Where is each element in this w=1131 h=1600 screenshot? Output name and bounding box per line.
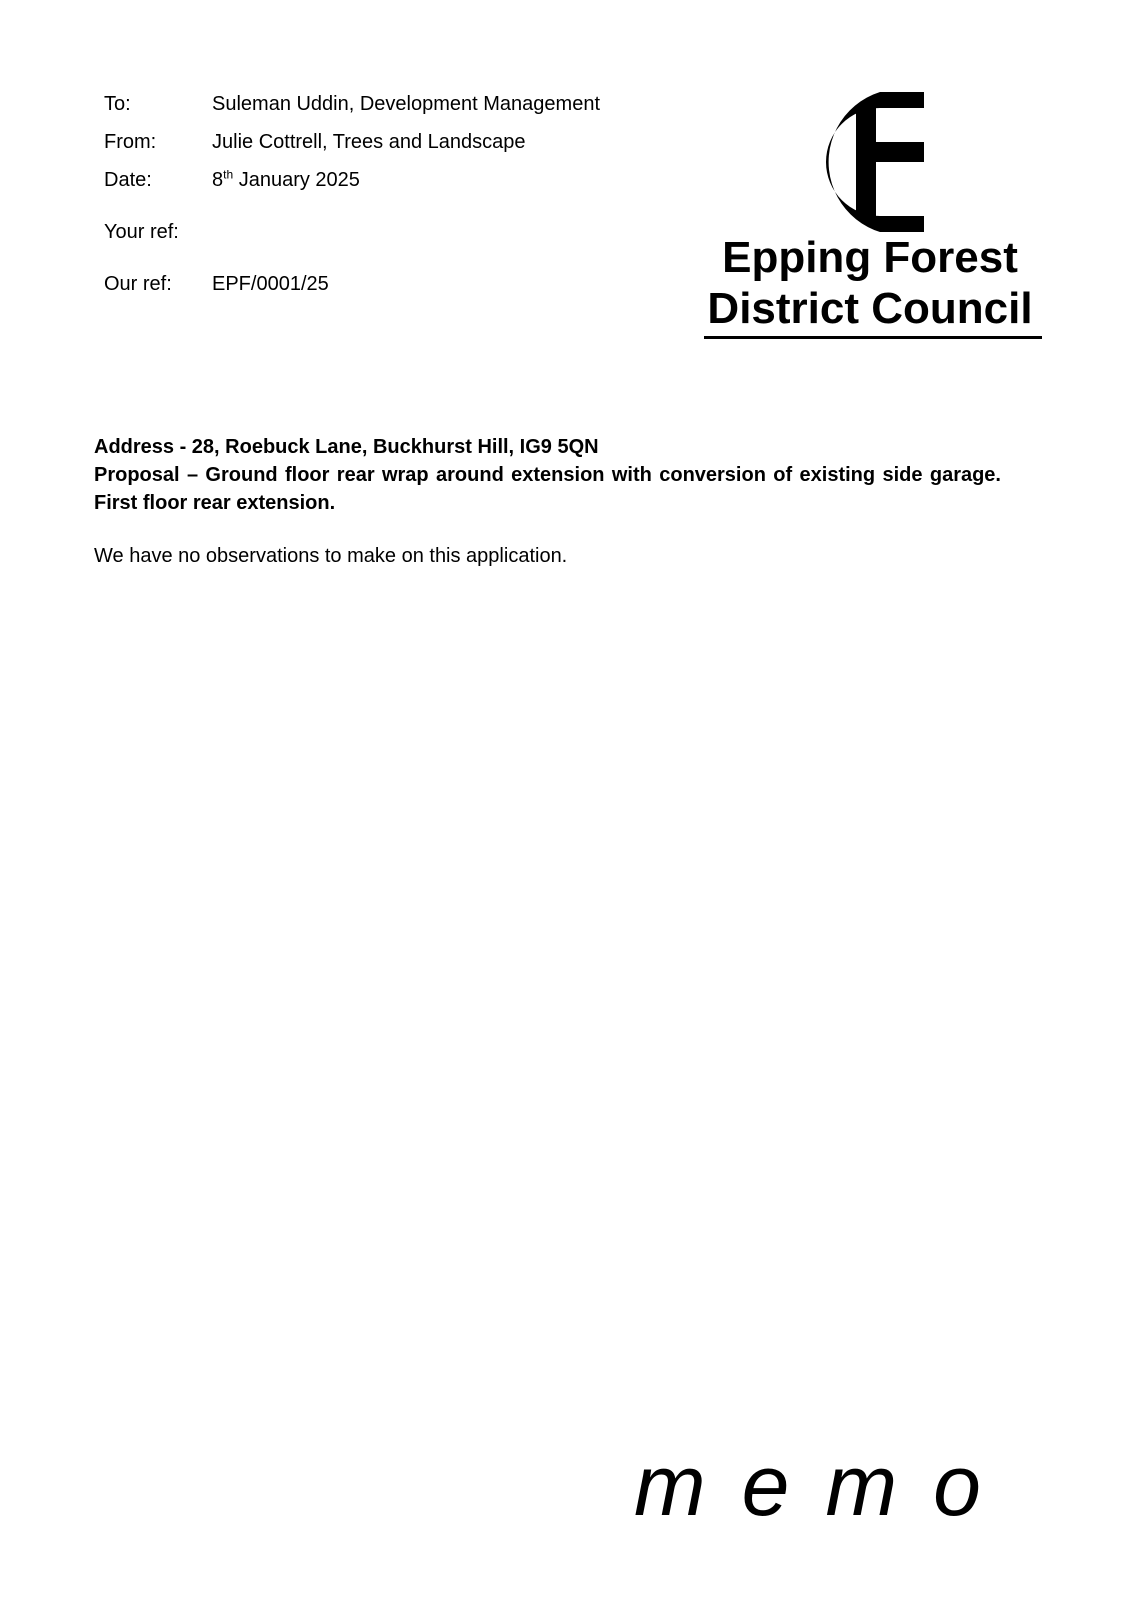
address-line: Address - 28, Roebuck Lane, Buckhurst Hill, IG9 5QN [94, 436, 599, 458]
proposal-line: Proposal – Ground floor rear wrap around extension with conversion of existing side garage. First floor rear extension. [94, 464, 1001, 514]
date-day: 8 [212, 169, 224, 191]
date-label: Date: [104, 169, 152, 191]
your-ref-label: Your ref: [104, 221, 179, 243]
from-label: From: [104, 131, 157, 153]
date-rest: January 2025 [233, 169, 360, 191]
subject-block [94, 433, 1001, 517]
our-ref-label: Our ref: [104, 273, 172, 295]
memo-watermark: memo [634, 1438, 1017, 1534]
body-text: We have no observations to make on this application. [94, 545, 568, 567]
from-value: Julie Cottrell, Trees and Landscape [212, 131, 526, 153]
logo-underline [704, 336, 1042, 339]
council-name [700, 232, 1040, 334]
council-name-line2: District Council [707, 284, 1033, 333]
council-logo [700, 92, 1040, 342]
date-value [212, 168, 360, 192]
our-ref-value: EPF/0001/25 [212, 273, 329, 295]
to-label: To: [104, 93, 131, 115]
date-suffix: th [223, 167, 234, 182]
ef-monogram-icon [810, 92, 930, 232]
to-value: Suleman Uddin, Development Management [212, 93, 600, 115]
council-name-line1: Epping Forest [722, 233, 1018, 282]
